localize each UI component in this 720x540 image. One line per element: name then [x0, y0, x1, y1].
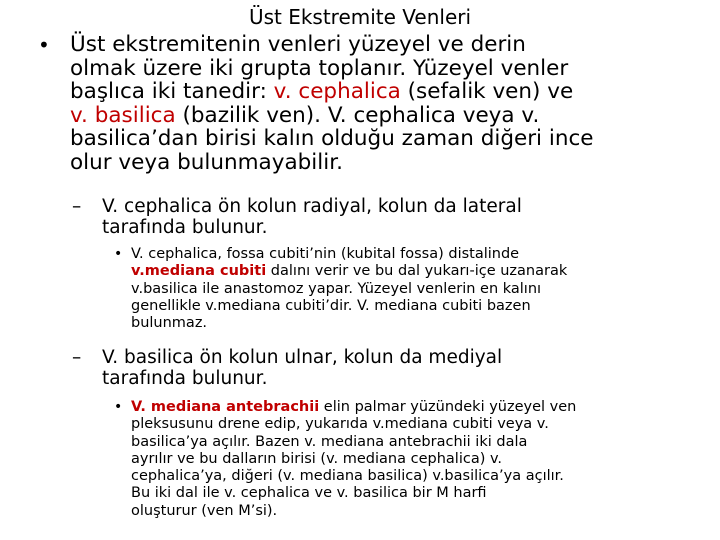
bullet-dot: • — [38, 33, 50, 57]
text-line: Üst ekstremitenin venleri yüzeyel ve derin — [70, 32, 526, 57]
bullet-dot: • — [114, 246, 123, 262]
text-line: basilica’ya açılır. Bazen v. mediana antebrachii iki dala — [131, 433, 528, 450]
sub-bullet-basilica — [102, 347, 502, 389]
text-line — [70, 104, 594, 128]
slide-title: Üst Ekstremite Venleri — [248, 5, 472, 29]
text-line: olur veya bulunmayabilir. — [70, 149, 343, 175]
text-line: bulunmaz. — [131, 315, 208, 332]
term-v-mediana-cubiti: v.mediana cubiti — [131, 263, 267, 280]
text-line: V. basilica ön kolun ulnar, kolun da mediyal — [102, 347, 503, 368]
text-line: tarafında bulunur. — [102, 217, 268, 238]
text-line: pleksusunu drene edip, yukarıda v.mediana cubiti veya v. — [131, 416, 549, 433]
detail-mediana-cubiti — [131, 246, 567, 332]
text-line — [70, 80, 594, 104]
text-run: başlıca iki tanedir: — [70, 79, 274, 104]
term-v-basilica: v. basilica — [70, 102, 176, 128]
text-line: cephalica’ya, diğeri (v. mediana basilica) v.basilica’ya açılır. — [131, 468, 564, 485]
text-line: olmak üzere iki grupta toplanır. Yüzeyel venler — [70, 55, 569, 81]
text-line: genellikle v.mediana cubiti’dir. V. mediana cubiti bazen — [131, 297, 531, 314]
term-v-cephalica: v. cephalica — [273, 79, 401, 104]
bullet-dot: • — [114, 399, 123, 415]
text-run: elin palmar yüzündeki yüzeyel ven — [319, 399, 577, 415]
text-line: v.basilica ile anastomoz yapar. Yüzeyel venlerin en kalını — [131, 280, 542, 297]
text-line: Bu iki dal ile v. cephalica ve v. basilica bir M harfi — [131, 485, 487, 502]
sub-bullet-cephalica — [102, 196, 522, 238]
text-line: ayrılır ve bu dalların birisi (v. mediana cephalica) v. — [131, 450, 503, 467]
text-line: tarafında bulunur. — [102, 368, 268, 389]
text-run: (bazilik ven). V. cephalica veya v. — [175, 102, 540, 128]
text-run: (sefalik ven) ve — [400, 79, 574, 104]
text-line — [131, 399, 576, 416]
text-run: dalını verir ve bu dal yukarı-içe uzanarak — [266, 263, 568, 280]
dash-marker: – — [72, 347, 82, 368]
term-v-mediana-antebrachii: V. mediana antebrachii — [131, 399, 320, 415]
text-line: oluşturur (ven M’si). — [131, 502, 278, 519]
text-line: V. cephalica, fossa cubiti’nin (kubital fossa) distalinde — [131, 246, 520, 262]
dash-marker: – — [72, 196, 82, 217]
text-line: basilica’dan birisi kalın olduğu zaman diğeri ince — [70, 126, 594, 151]
text-line — [131, 263, 567, 280]
detail-mediana-antebrachii — [131, 399, 576, 520]
bullet-upper-extremity-veins — [70, 33, 594, 174]
text-line: V. cephalica ön kolun radiyal, kolun da lateral — [102, 196, 522, 217]
